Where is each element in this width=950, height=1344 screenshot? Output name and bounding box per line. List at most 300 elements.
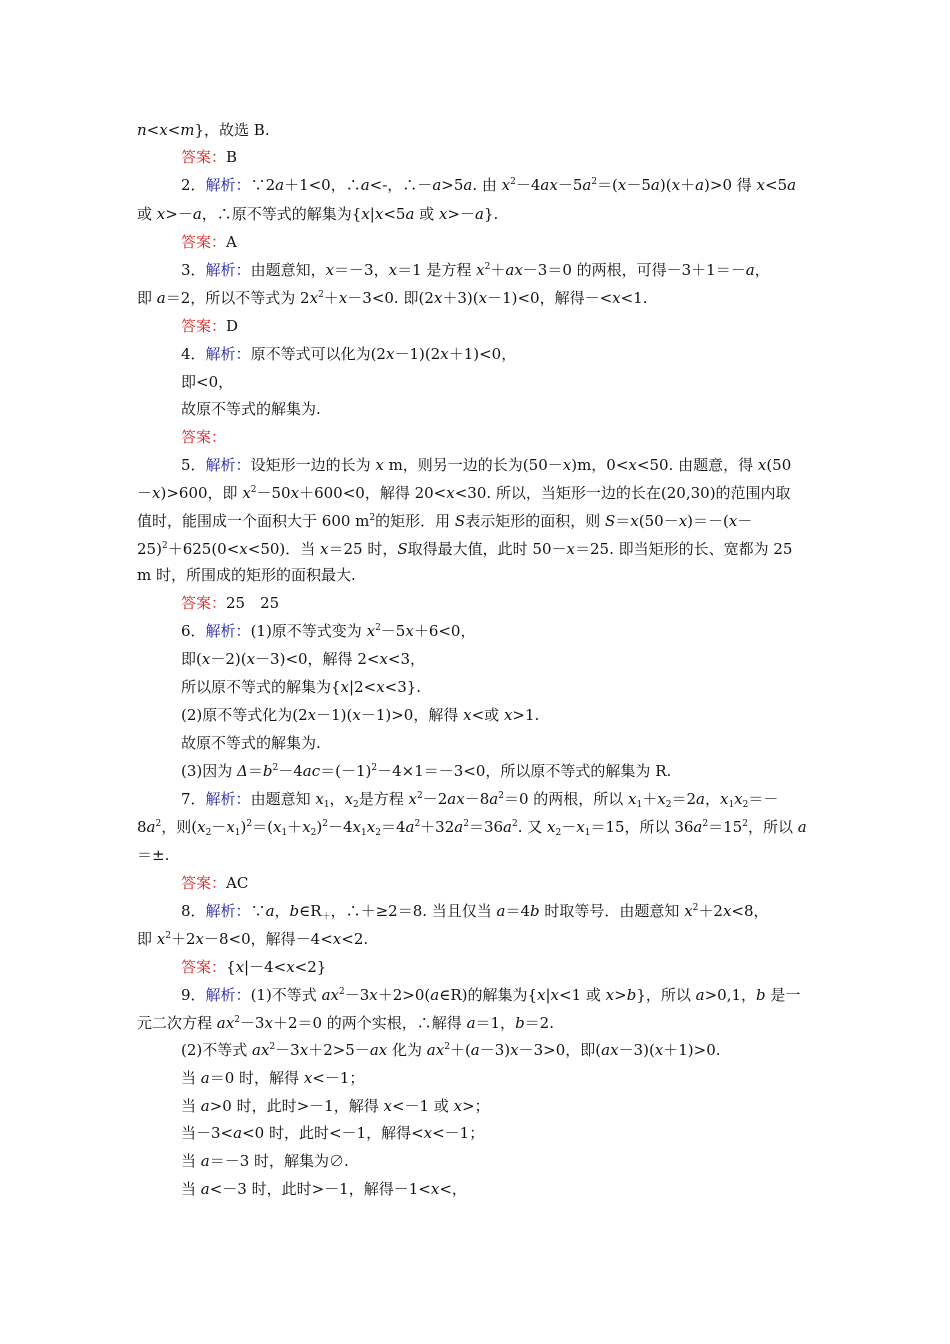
answer-label: 答案： <box>181 594 227 612</box>
math-variable: x <box>376 678 385 696</box>
text-run: 故原不等式的解集为. <box>181 400 321 418</box>
math-variable: a <box>200 1180 210 1198</box>
text-run: ＋32 <box>420 818 455 836</box>
text-run: >0,1， <box>704 986 757 1004</box>
math-variable: a <box>233 1124 243 1142</box>
text-run: 7． <box>181 790 206 808</box>
superscript: 2 <box>369 513 376 523</box>
text-run: 即 <box>137 289 157 307</box>
math-variable: x <box>405 622 414 640</box>
math-variable: x <box>226 818 235 836</box>
math-variable: x <box>201 650 211 668</box>
superscript: 2 <box>444 1042 450 1052</box>
text-run: <50)．当 <box>247 540 321 558</box>
math-variable: a <box>696 790 705 808</box>
text-run: －4 <box>327 818 353 836</box>
math-variable: x <box>671 176 681 194</box>
superscript: 2 <box>463 819 469 829</box>
text-run: (50 <box>766 456 792 474</box>
math-variable: x <box>612 289 621 307</box>
superscript: 2 <box>692 903 699 913</box>
subscript: 1 <box>584 828 591 838</box>
superscript: 2 <box>246 819 253 829</box>
text-run: ∵ <box>250 902 266 920</box>
math-variable: x <box>463 706 472 724</box>
text-run: ＝0 时，解得 <box>209 1069 304 1087</box>
math-variable: a <box>405 205 415 223</box>
analysis-label: 解析： <box>205 986 251 1004</box>
text-run: ， <box>274 902 290 920</box>
text-line <box>181 706 539 724</box>
text-run: > <box>614 986 627 1004</box>
math-variable: S <box>397 540 408 558</box>
text-run: A <box>226 233 237 251</box>
text-run: }. <box>483 205 499 223</box>
math-variable: x <box>344 790 354 808</box>
math-variable: a <box>454 818 464 836</box>
text-run: ＋ <box>287 818 303 836</box>
text-line <box>137 1014 554 1032</box>
text-run: { <box>226 958 236 976</box>
text-run: ＋2＝0 的两个实根，∴解得 <box>272 1014 467 1032</box>
text-run: ＝0 的两根，所以 <box>503 790 629 808</box>
text-run: ＝ <box>247 762 263 780</box>
text-run: 25 25 <box>226 594 280 612</box>
text-run: ＋1<0，∴ <box>284 176 361 194</box>
text-run: ＝36 <box>468 818 504 836</box>
math-variable: a <box>200 1097 210 1115</box>
text-line <box>137 818 807 836</box>
math-variable: x <box>628 790 637 808</box>
text-line <box>181 261 770 279</box>
superscript: 2 <box>322 819 328 829</box>
superscript: 2 <box>165 931 171 941</box>
text-line <box>181 176 796 194</box>
text-run: －3)( <box>618 1041 655 1059</box>
text-run: ＋2>0( <box>377 986 431 1004</box>
text-line <box>137 846 169 864</box>
text-line <box>181 678 421 696</box>
text-run: }，故选 B. <box>194 121 270 139</box>
math-variable: a <box>695 176 705 194</box>
text-run: D <box>226 317 239 335</box>
text-run: <-，∴－ <box>369 176 433 194</box>
text-run: 取得最大值，此时 50－ <box>407 540 567 558</box>
math-variable: x <box>657 790 666 808</box>
text-run: －5 <box>557 176 583 194</box>
math-variable: a <box>693 818 703 836</box>
text-run: 值时，能围成一个面积大于 600 m <box>137 512 370 530</box>
subscript: 1 <box>281 828 288 838</box>
text-run: －4×1＝－3<0，所以原不等式的解集为 R. <box>377 762 672 780</box>
math-variable: b <box>530 902 540 920</box>
text-run: 2． <box>181 176 206 194</box>
math-variable: a <box>475 205 484 223</box>
math-variable: x <box>361 205 370 223</box>
math-variable: x <box>453 1097 463 1115</box>
text-run: 9． <box>181 986 206 1004</box>
text-run: －8<0，解得－4< <box>204 930 333 948</box>
superscript: 2 <box>161 541 168 551</box>
math-variable: x <box>430 1180 440 1198</box>
math-variable: x <box>366 818 376 836</box>
math-variable: x <box>303 1069 313 1087</box>
math-variable: x <box>385 345 395 363</box>
text-run: ＝－ <box>748 790 779 808</box>
superscript: 2 <box>702 819 709 829</box>
text-run: 故原不等式的解集为. <box>181 734 321 752</box>
text-line <box>181 594 279 612</box>
superscript: 2 <box>272 763 279 773</box>
text-run: 5． <box>181 456 206 474</box>
answer-label: 答案： <box>181 428 227 446</box>
analysis-label: 解析： <box>205 902 251 920</box>
text-run: (1)原不等式变为 <box>250 622 367 640</box>
math-variable: x <box>352 706 361 724</box>
text-run: －1)>0，解得 <box>360 706 464 724</box>
text-run: 25) <box>137 540 162 558</box>
text-run: －5 <box>380 622 406 640</box>
math-variable: x <box>272 818 282 836</box>
text-line <box>181 1097 490 1115</box>
math-variable: x <box>307 706 317 724</box>
text-run: ＝( <box>597 176 618 194</box>
superscript: 2 <box>414 819 421 829</box>
text-line <box>181 428 226 446</box>
math-variable: ax <box>252 1041 270 1059</box>
text-run: )＝－( <box>687 512 729 530</box>
analysis-label: 解析： <box>205 622 251 640</box>
math-variable: x <box>562 456 572 474</box>
text-run: ＋ <box>323 289 339 307</box>
superscript: 2 <box>510 177 516 187</box>
text-run: ， <box>329 790 345 808</box>
text-run: 表示矩形的面积，则 <box>465 512 605 530</box>
text-run: 是一 <box>765 986 801 1004</box>
text-run: ＋3)( <box>442 289 479 307</box>
text-run: ＋1)<0， <box>448 345 517 363</box>
math-variable: x <box>654 1041 664 1059</box>
math-variable: a <box>360 176 370 194</box>
text-line <box>181 734 321 752</box>
text-run: }，所以 <box>636 986 696 1004</box>
text-run: －1)<0，解得－< <box>487 289 613 307</box>
text-run: ＝ <box>615 512 631 530</box>
superscript: 2 <box>318 290 324 300</box>
text-run: ∵2 <box>250 176 276 194</box>
text-line <box>181 1041 721 1059</box>
text-run: －1)(2 <box>394 345 441 363</box>
math-variable: a <box>275 176 285 194</box>
math-variable: x <box>379 650 388 668</box>
subscript: 2 <box>205 828 212 838</box>
superscript: 2 <box>250 485 257 495</box>
math-variable: x <box>478 289 488 307</box>
text-run: 是方程 <box>358 790 409 808</box>
math-variable: x <box>286 958 295 976</box>
subscript: 1 <box>234 828 241 838</box>
text-run: >1. <box>512 706 540 724</box>
text-run: ，∴原不等式的解集为{ <box>201 205 362 223</box>
text-run: 或 <box>414 205 439 223</box>
text-run: ) <box>316 818 323 836</box>
math-variable: x <box>375 456 384 474</box>
text-run: (50－ <box>638 512 679 530</box>
subscript: 2 <box>375 828 381 838</box>
text-line <box>181 345 516 363</box>
text-run: －8 <box>464 790 490 808</box>
text-run: 设矩形一边的长为 <box>250 456 376 474</box>
text-run: <－1； <box>312 1069 365 1087</box>
math-variable: Δ <box>237 762 248 780</box>
answer-label: 答案： <box>181 233 227 251</box>
subscript: 1 <box>323 800 330 810</box>
math-variable: a <box>745 261 755 279</box>
text-run: 化为 <box>387 1041 427 1059</box>
text-run: (2)不等式 <box>181 1041 253 1059</box>
text-run: ＋ <box>490 261 506 279</box>
text-run: ＋2 <box>170 930 196 948</box>
text-run: )>600，即 <box>160 484 243 502</box>
text-run: <8， <box>731 902 769 920</box>
text-run: >－ <box>447 205 475 223</box>
math-variable: x <box>617 176 627 194</box>
math-variable: x <box>388 261 398 279</box>
text-line <box>181 790 778 808</box>
text-run: )>0 得 <box>704 176 757 194</box>
text-run: <， <box>439 1180 467 1198</box>
text-run: >0 时，此时>－1，解得 <box>209 1097 384 1115</box>
text-run: ＋ <box>680 176 696 194</box>
math-variable: ax <box>321 986 339 1004</box>
math-variable: ax <box>447 790 465 808</box>
math-variable: x <box>438 205 448 223</box>
text-line <box>181 958 326 976</box>
text-run: ＝4 <box>505 902 531 920</box>
superscript: 2 <box>512 819 518 829</box>
text-run: －3 <box>239 1014 265 1032</box>
math-variable: x <box>239 540 248 558</box>
math-variable: b <box>262 762 273 780</box>
text-run: <5 <box>383 205 406 223</box>
superscript: 2 <box>742 819 748 829</box>
analysis-label: 解析： <box>205 261 251 279</box>
math-variable: x <box>242 484 251 502</box>
text-run: 即<0， <box>181 373 234 391</box>
text-run: ∈R)的解集为{ <box>439 986 538 1004</box>
text-run: － <box>137 484 153 502</box>
text-run: －1)( <box>316 706 353 724</box>
math-variable: x <box>299 1041 309 1059</box>
math-variable: x <box>195 930 204 948</box>
math-variable: ax <box>540 176 558 194</box>
subscript: 1 <box>728 800 735 810</box>
math-variable: x <box>501 176 511 194</box>
math-variable: x <box>374 205 384 223</box>
math-variable: x <box>440 345 449 363</box>
text-line <box>181 456 791 474</box>
text-run: －3＝0 的两根，可得－3＋1＝－ <box>522 261 746 279</box>
math-variable: a <box>470 1041 480 1059</box>
math-variable: a <box>787 176 797 194</box>
text-run: ＋2>5－ <box>308 1041 370 1059</box>
text-run: ＝25. 即当矩形的长、宽都为 25 <box>574 540 793 558</box>
answer-label: 答案： <box>181 317 227 335</box>
text-line <box>181 1180 467 1198</box>
text-run: ＝2 <box>671 790 696 808</box>
subscript: 1 <box>636 800 643 810</box>
math-variable: a <box>496 902 506 920</box>
math-variable: ac <box>302 762 321 780</box>
math-variable: ax <box>505 261 523 279</box>
text-run: ＝( <box>252 818 273 836</box>
text-line <box>181 1069 364 1087</box>
text-run: (3)因为 <box>181 762 238 780</box>
math-variable: ax <box>216 1014 235 1032</box>
math-variable: x <box>684 902 693 920</box>
subscript: 2 <box>555 828 562 838</box>
math-variable: x <box>246 650 256 668</box>
math-variable: x <box>576 818 585 836</box>
math-variable: x <box>408 790 418 808</box>
text-run: 8． <box>181 902 206 920</box>
text-run: ＋2 <box>698 902 723 920</box>
math-variable: a <box>650 176 660 194</box>
text-run: ，∴＋≥2＝8. 当且仅当 <box>330 902 497 920</box>
text-run: ＋( <box>449 1041 471 1059</box>
text-run: －3) <box>479 1041 511 1059</box>
math-variable: x <box>383 1097 392 1115</box>
math-variable: x <box>315 790 324 808</box>
text-run: ＋600<0，解得 20< <box>299 484 447 502</box>
subscript: ＋ <box>321 912 331 922</box>
text-run: 或 <box>137 205 157 223</box>
math-variable: ax <box>426 1041 445 1059</box>
math-variable: a <box>503 818 512 836</box>
text-line <box>181 874 248 892</box>
text-line <box>181 650 425 668</box>
text-run: ＝2. <box>524 1014 554 1032</box>
math-variable: x <box>628 456 637 474</box>
math-variable: x <box>152 484 161 502</box>
text-run: <30. 所以，当矩形一边的长在(20,30)的范围内取 <box>454 484 791 502</box>
text-run: ，则( <box>161 818 198 836</box>
text-run: 8 <box>137 818 147 836</box>
math-variable: x <box>678 512 688 530</box>
text-line <box>137 566 356 584</box>
analysis-label: 解析： <box>205 176 251 194</box>
text-line <box>181 1124 484 1142</box>
text-run: <－3 时，此时>－1，解得－1< <box>209 1180 431 1198</box>
math-variable: a <box>430 986 440 1004</box>
subscript: 2 <box>310 828 317 838</box>
text-run: ＝15 <box>708 818 743 836</box>
text-run: >； <box>462 1097 490 1115</box>
math-variable: x <box>302 818 311 836</box>
text-line <box>181 902 769 920</box>
math-variable: x <box>757 456 767 474</box>
text-run: )m，0< <box>571 456 629 474</box>
text-run: |－4< <box>244 958 287 976</box>
text-run: (1)不等式 <box>250 986 322 1004</box>
text-run: | <box>369 205 375 223</box>
text-run: . 由 <box>472 176 502 194</box>
text-line <box>181 317 238 335</box>
text-run: <3}. <box>384 678 422 696</box>
math-variable: x <box>369 986 378 1004</box>
math-variable: ax <box>369 1041 388 1059</box>
text-run: －4 <box>515 176 541 194</box>
math-variable: a <box>200 1152 210 1170</box>
text-run: ，所以 <box>747 818 798 836</box>
math-variable: x <box>446 484 455 502</box>
text-run: ＝4 <box>380 818 406 836</box>
text-run: 当 <box>181 1180 201 1198</box>
text-run: ， <box>704 790 720 808</box>
text-run: <2. <box>341 930 369 948</box>
math-variable: b <box>626 986 637 1004</box>
math-variable: a <box>146 818 156 836</box>
math-variable: x <box>264 1014 273 1032</box>
text-run: ， <box>754 261 770 279</box>
text-run: ＋6<0， <box>413 622 476 640</box>
text-run: 当－3< <box>181 1124 234 1142</box>
math-variable: a <box>797 818 807 836</box>
math-variable: x <box>235 958 245 976</box>
text-run: 当 <box>181 1097 201 1115</box>
math-variable: a <box>695 986 705 1004</box>
text-line <box>181 622 475 640</box>
text-run: －2)( <box>210 650 247 668</box>
text-line <box>181 762 671 780</box>
math-variable: b <box>756 986 766 1004</box>
text-run: －3)<0，解得 2< <box>255 650 380 668</box>
subscript: 1 <box>361 828 367 838</box>
text-run: ＋625(0< <box>167 540 240 558</box>
text-run: <0 时，此时<－1，解得< <box>242 1124 424 1142</box>
text-run: <1 或 <box>559 986 606 1004</box>
analysis-label: 解析： <box>205 345 251 363</box>
math-variable: x <box>332 930 342 948</box>
math-variable: x <box>510 1041 519 1059</box>
subscript: 2 <box>742 800 749 810</box>
math-variable: a <box>489 790 499 808</box>
subscript: 2 <box>353 800 359 810</box>
text-run: 所以原不等式的解集为{ <box>181 678 341 696</box>
analysis-label: 解析： <box>205 790 251 808</box>
text-line <box>181 233 237 251</box>
superscript: 2 <box>591 177 598 187</box>
text-run: ＋ <box>642 790 658 808</box>
math-variable: x <box>433 289 443 307</box>
math-variable: x <box>197 818 206 836</box>
text-run: <－1 或 <box>391 1097 454 1115</box>
text-run: 时取等号．由题意知 <box>539 902 685 920</box>
math-variable: x <box>566 540 575 558</box>
text-line <box>181 148 237 166</box>
text-line <box>181 400 321 418</box>
text-run: ＝(－1) <box>320 762 372 780</box>
text-run: －5 <box>626 176 651 194</box>
math-variable: ax <box>601 1041 619 1059</box>
math-variable: x <box>550 986 560 1004</box>
text-run: ) <box>240 818 247 836</box>
answer-label: 答案： <box>181 958 227 976</box>
math-variable: x <box>728 512 738 530</box>
text-run: 由题意知， <box>250 261 326 279</box>
math-variable: x <box>338 289 348 307</box>
text-run: －50 <box>256 484 291 502</box>
